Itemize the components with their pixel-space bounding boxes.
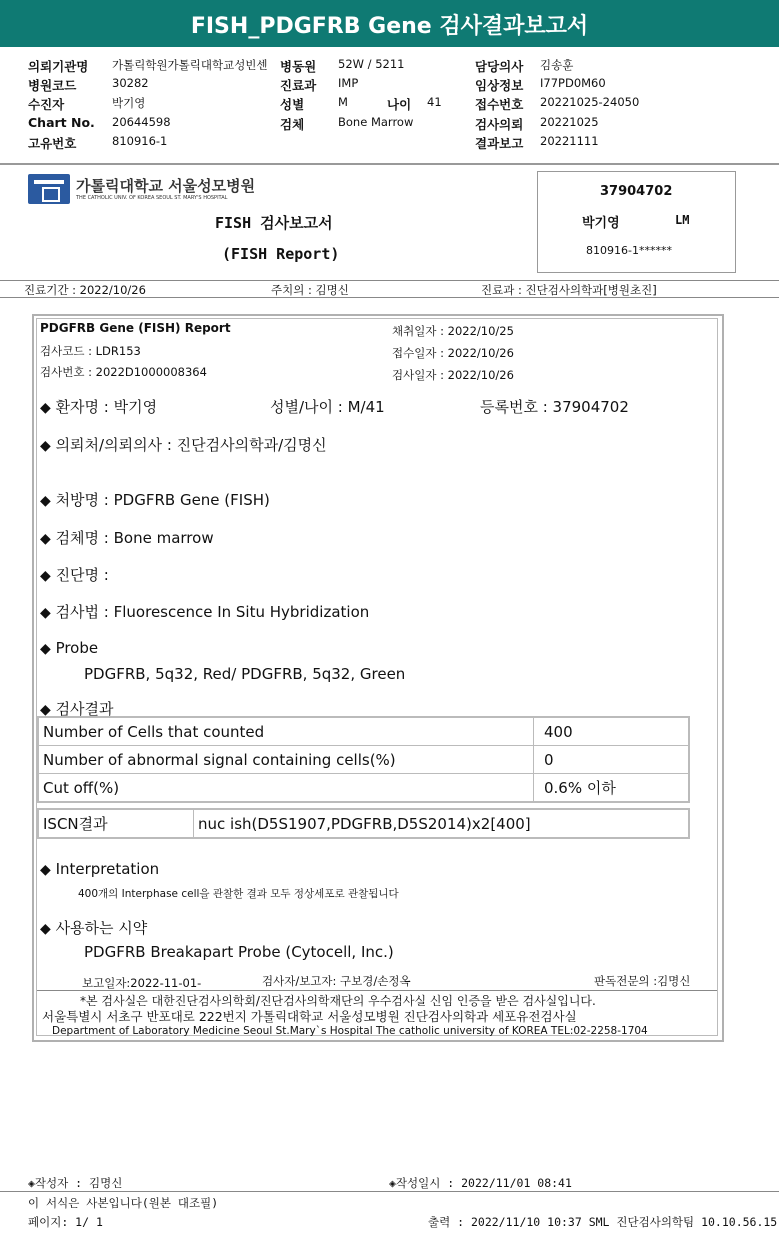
report-number: 검사번호 : 2022D1000008364 xyxy=(40,365,207,379)
bullet-diamond-icon: ◆ xyxy=(40,641,51,657)
header-label: 수진자 xyxy=(28,97,65,112)
header-label: Chart No. xyxy=(28,115,95,130)
bullet-diamond-icon: ◆ xyxy=(40,702,51,718)
received-date: 접수일자 : 2022/10/26 xyxy=(392,346,514,360)
header-label: 진료과 xyxy=(280,78,317,93)
header-label: 담당의사 xyxy=(475,59,524,74)
cert-text: *본 검사실은 대한진단검사의학회/진단검사의학재단의 우수검사실 신임 인증을 받은 검사실입니다. xyxy=(80,994,596,1008)
requester-line: 의뢰처/의뢰의사 : 진단검사의학과/김명신 xyxy=(55,436,327,454)
hospital-name: 가톨릭대학교 서울성모병원 xyxy=(76,177,256,195)
result-label: Number of Cells that counted xyxy=(38,717,534,746)
report-footer-divider xyxy=(37,990,717,991)
patient-reg-no: 37904702 xyxy=(600,184,673,199)
patient-tag: LM xyxy=(675,213,690,227)
bullet-diamond-icon: ◆ xyxy=(40,400,51,416)
iscn-value: nuc ish(D5S1907,PDGFRB,D5S2014)x2[400] xyxy=(194,809,690,838)
header-value: 20221111 xyxy=(540,134,599,148)
iscn-table xyxy=(37,808,690,839)
result-value: 400 xyxy=(534,717,690,746)
specimen-line: 검체명 : Bone marrow xyxy=(55,529,214,547)
footer-divider xyxy=(0,1191,779,1192)
header-value: Bone Marrow xyxy=(338,115,414,129)
header-value: 810916-1 xyxy=(112,134,168,148)
header-value: 가톨릭학원가톨릭대학교성빈센 xyxy=(112,58,268,72)
patient-box xyxy=(537,171,736,273)
report-subtitle: (FISH Report) xyxy=(222,245,340,263)
header-value: I77PD0M60 xyxy=(540,76,606,90)
bullet-diamond-icon: ◆ xyxy=(40,531,51,547)
reader: 판독전문의 :김명신 xyxy=(594,974,691,988)
footer-written: ◈작성일시 : 2022/11/01 08:41 xyxy=(389,1176,572,1190)
page-title: FISH_PDGFRB Gene 검사결과보고서 xyxy=(0,0,779,47)
header-value: 52W / 5211 xyxy=(338,57,405,71)
header-label: 나이 xyxy=(387,97,412,112)
header-label: 병동원 xyxy=(280,59,317,74)
bullet-diamond-icon: ◆ xyxy=(40,605,51,621)
visit-doctor: 주치의 : 김명신 xyxy=(271,283,349,297)
reagent-heading: 사용하는 시약 xyxy=(55,919,148,937)
tested-date: 검사일자 : 2022/10/26 xyxy=(392,368,514,382)
footer-copy-note: 이 서식은 사본입니다(원본 대조필) xyxy=(28,1196,219,1210)
footer-page: 페이지: 1/ 1 xyxy=(28,1215,103,1229)
visit-dept: 진료과 : 진단검사의학과[병원초진] xyxy=(481,283,657,297)
address-en-text: Department of Laboratory Medicine Seoul St.Mary`s Hospital The catholic university of KOREA TEL:02-2258-1704 xyxy=(52,1025,648,1037)
bullet-diamond-icon: ◆ xyxy=(40,438,51,454)
footer-author: ◈작성자 : 김명신 xyxy=(28,1176,123,1190)
bullet-diamond-icon: ◆ xyxy=(40,862,51,878)
header-value: M xyxy=(338,95,348,109)
results-table xyxy=(37,716,690,803)
header-value: IMP xyxy=(338,76,359,90)
report-date: 보고일자:2022-11-01- xyxy=(82,976,202,990)
header-value: 김송훈 xyxy=(540,58,574,72)
header-value: 20644598 xyxy=(112,115,171,129)
header-value: 41 xyxy=(427,95,442,109)
header-label: 성별 xyxy=(280,97,305,112)
result-value: 0 xyxy=(534,746,690,774)
header-value: 20221025 xyxy=(540,115,599,129)
patient-id: 810916-1****** xyxy=(586,244,672,257)
iscn-label: ISCN결과 xyxy=(38,809,194,838)
header-value: 20221025-24050 xyxy=(540,95,640,109)
table-row xyxy=(38,746,689,774)
reg-line: 등록번호 : 37904702 xyxy=(480,398,629,416)
header-divider xyxy=(0,163,779,165)
probe-heading: Probe xyxy=(55,639,99,657)
header-label: 병원코드 xyxy=(28,78,77,93)
table-row xyxy=(38,809,689,838)
sex-age-line: 성별/나이 : M/41 xyxy=(270,398,385,416)
address-text: 서울특별시 서초구 반포대로 222번지 가톨릭대학교 서울성모병원 진단검사의학과 세포유전검사실 xyxy=(42,1009,577,1024)
report-title: FISH 검사보고서 xyxy=(215,214,333,232)
visit-period: 진료기간 : 2022/10/26 xyxy=(24,283,146,297)
interp-heading: Interpretation xyxy=(55,860,160,878)
collected-date: 채취일자 : 2022/10/25 xyxy=(392,324,514,338)
hospital-name-en: THE CATHOLIC UNIV. OF KOREA SEOUL ST. MARY'S HOSPITAL xyxy=(76,195,228,201)
header-label: 의뢰기관명 xyxy=(28,59,89,74)
interp-text: 400개의 Interphase cell을 관찰한 결과 모두 정상세포로 관찰됩니다 xyxy=(78,888,399,900)
header-value: 박기영 xyxy=(112,96,146,110)
table-row xyxy=(38,717,689,746)
probe-text: PDGFRB, 5q32, Red/ PDGFRB, 5q32, Green xyxy=(84,665,406,683)
hospital-logo-icon xyxy=(28,174,70,204)
result-heading: 검사결과 xyxy=(55,700,114,718)
result-label: Number of abnormal signal containing cells(%) xyxy=(38,746,534,774)
header-label: 고유번호 xyxy=(28,136,77,151)
visit-divider-top xyxy=(0,280,779,281)
header-label: 접수번호 xyxy=(475,97,524,112)
report-name: PDGFRB Gene (FISH) Report xyxy=(40,321,231,335)
tester: 검사자/보고자: 구보경/손정옥 xyxy=(262,974,411,988)
order-line: 처방명 : PDGFRB Gene (FISH) xyxy=(55,491,270,509)
bullet-diamond-icon: ◆ xyxy=(40,568,51,584)
bullet-diamond-icon: ◆ xyxy=(40,493,51,509)
header-label: 검사의뢰 xyxy=(475,117,524,132)
method-line: 검사법 : Fluorescence In Situ Hybridization xyxy=(55,603,370,621)
table-row xyxy=(38,774,689,803)
result-value: 0.6% 이하 xyxy=(534,774,690,803)
visit-divider-bottom xyxy=(0,297,779,298)
diagnosis-line: 진단명 : xyxy=(55,566,109,584)
result-label: Cut off(%) xyxy=(38,774,534,803)
footer-print: 출력 : 2022/11/10 10:37 SML 진단검사의학팀 10.10.56.15 xyxy=(428,1215,778,1229)
patient-name: 박기영 xyxy=(582,216,620,231)
header-label: 검체 xyxy=(280,117,305,132)
header-label: 결과보고 xyxy=(475,136,524,151)
header-label: 임상정보 xyxy=(475,78,524,93)
reagent-text: PDGFRB Breakapart Probe (Cytocell, Inc.) xyxy=(84,943,394,961)
header-value: 30282 xyxy=(112,76,149,90)
report-code: 검사코드 : LDR153 xyxy=(40,344,141,358)
bullet-diamond-icon: ◆ xyxy=(40,921,51,937)
patient-name-line: 환자명 : 박기영 xyxy=(55,398,158,416)
